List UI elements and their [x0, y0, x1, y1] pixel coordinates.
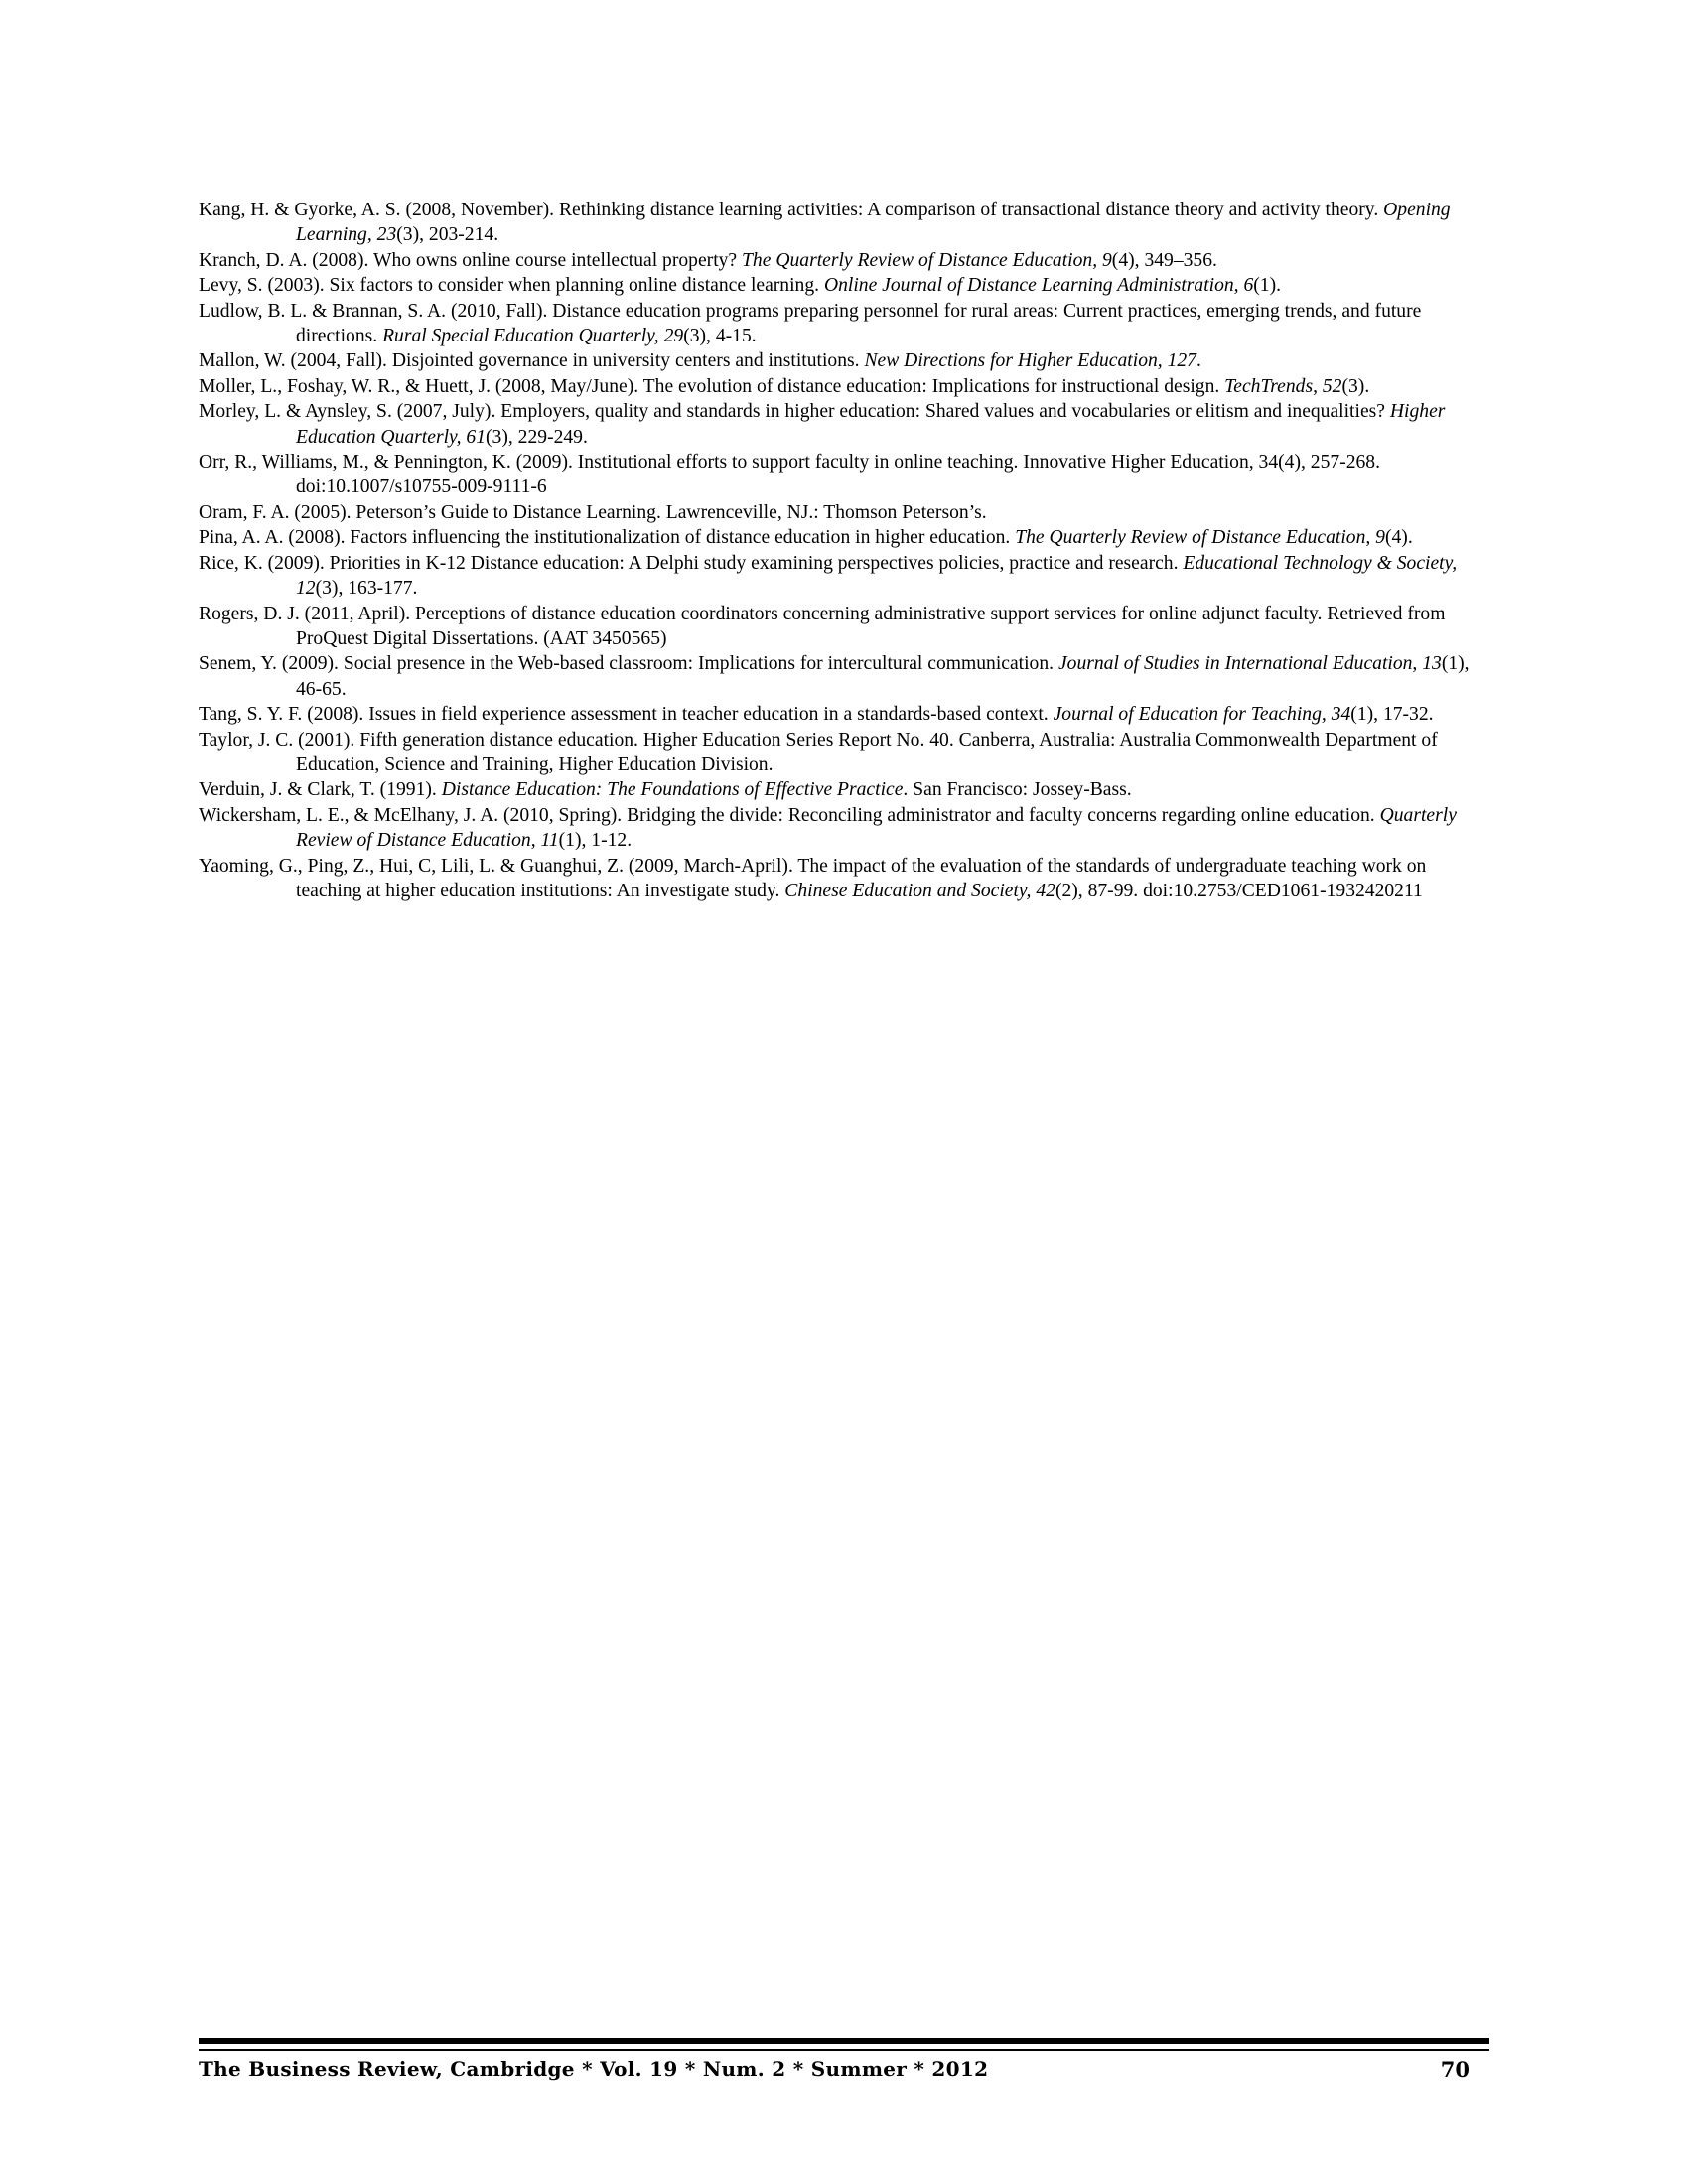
- reference-entry: [199, 777, 1489, 802]
- reference-entry: [199, 198, 1489, 248]
- reference-text: Wickersham, L. E., & McElhany, J. A. (2010, Spring). Bridging the divide: Reconciling administrator and faculty concerns regarding online education.: [199, 804, 1380, 826]
- reference-text: Senem, Y. (2009). Social presence in the Web-based classroom: Implications for intercultural communication.: [199, 653, 1058, 675]
- reference-text: Kang, H. & Gyorke, A. S. (2008, November). Rethinking distance learning activities: A comparison of transactional distance theory and activity theory.: [199, 200, 1384, 220]
- reference-text: (1).: [1253, 275, 1282, 297]
- reference-italic-text: Educational Technology & Society, 12: [296, 552, 1458, 600]
- reference-text: Moller, L., Foshay, W. R., & Huett, J. (2008, May/June). The evolution of distance education: Implications for instructional design.: [199, 375, 1225, 397]
- reference-text: Rogers, D. J. (2011, April). Perceptions of distance education coordinators concerning administrative support services for online adjunct faculty. Retrieved from ProQuest Digital Dissertations. (AAT 3450565): [199, 603, 1446, 649]
- reference-italic-text: Journal of Studies in International Education, 13: [1057, 653, 1442, 675]
- reference-text: (3), 163-177.: [315, 578, 418, 600]
- reference-text: Orr, R., Williams, M., & Pennington, K. (2009). Institutional efforts to support faculty in online teaching. Innovative Higher Education, 34(4), 257-268. doi:10.1007/s10755-009-9111-6: [199, 452, 1381, 498]
- reference-text: Oram, F. A. (2005). Peterson’s Guide to Distance Learning. Lawrenceville, NJ.: Thomson Peterson’s.: [199, 501, 987, 523]
- reference-text: (3), 4-15.: [683, 326, 757, 347]
- reference-italic-text: Opening Learning, 23: [296, 200, 1451, 246]
- reference-text: Kranch, D. A. (2008). Who owns online course intellectual property?: [199, 249, 743, 271]
- reference-text: .: [1196, 350, 1201, 372]
- reference-text: (3), 203-214.: [396, 224, 499, 246]
- reference-text: . San Francisco: Jossey-Bass.: [903, 779, 1132, 801]
- reference-entry: [199, 348, 1489, 373]
- reference-italic-text: The Quarterly Review of Distance Education, 9: [742, 249, 1112, 271]
- reference-text: (1), 1-12.: [558, 830, 633, 852]
- reference-entry: [199, 551, 1489, 602]
- reference-italic-text: TechTrends, 52: [1224, 375, 1342, 397]
- reference-text: (1), 46-65.: [296, 653, 1470, 700]
- reference-italic-text: Distance Education: The Foundations of Effective Practice: [441, 779, 904, 801]
- reference-italic-text: Higher Education Quarterly, 61: [296, 401, 1446, 448]
- footer-journal-info: The Business Review, Cambridge * Vol. 19 * Num. 2 * Summer * 2012: [199, 2057, 989, 2081]
- reference-entry: [199, 803, 1489, 854]
- reference-entry: [199, 273, 1489, 298]
- reference-text: (2), 87-99. doi:10.2753/CED1061-1932420211: [1055, 880, 1423, 901]
- reference-text: (4), 349–356.: [1111, 249, 1217, 271]
- reference-entry: [199, 248, 1489, 273]
- reference-text: Yaoming, G., Ping, Z., Hui, C, Lili, L. & Guanghui, Z. (2009, March-April). The impact of the evaluation of the standards of undergraduate teaching work on teaching at higher education institutions: An investigate study.: [199, 855, 1427, 901]
- reference-text: Taylor, J. C. (2001). Fifth generation distance education. Higher Education Series Report No. 40. Canberra, Australia: Australia Commonwealth Department of Education, Science and Training, Higher Education Division.: [199, 729, 1438, 775]
- reference-text: Ludlow, B. L. & Brannan, S. A. (2010, Fall). Distance education programs preparing personnel for rural areas: Current practices, emerging trends, and future directions.: [199, 300, 1422, 347]
- reference-entry: [199, 525, 1489, 550]
- reference-text: Verduin, J. & Clark, T. (1991).: [199, 779, 442, 801]
- reference-entry: [199, 299, 1489, 349]
- reference-text: (1), 17-32.: [1350, 704, 1434, 726]
- reference-list: [199, 198, 1489, 903]
- reference-italic-text: The Quarterly Review of Distance Education, 9: [1015, 527, 1385, 549]
- reference-text: Pina, A. A. (2008). Factors influencing the institutionalization of distance education in higher education.: [199, 527, 1016, 549]
- reference-entry: [199, 450, 1489, 500]
- reference-italic-text: Rural Special Education Quarterly, 29: [382, 326, 684, 347]
- reference-text: Rice, K. (2009). Priorities in K-12 Distance education: A Delphi study examining perspectives policies, practice and research.: [199, 552, 1184, 574]
- page-number: 70: [1440, 2057, 1470, 2082]
- reference-text: (3).: [1341, 375, 1370, 397]
- reference-text: (4).: [1384, 527, 1413, 549]
- footer-rule-thin: [199, 2049, 1489, 2051]
- reference-text: Morley, L. & Aynsley, S. (2007, July). Employers, quality and standards in higher education: Shared values and vocabularies or elitism and inequalities?: [199, 401, 1390, 423]
- reference-italic-text: Chinese Education and Society, 42: [784, 880, 1055, 901]
- reference-italic-text: Online Journal of Distance Learning Administration, 6: [823, 275, 1254, 297]
- footer-rule-thick: [199, 2038, 1489, 2044]
- reference-italic-text: New Directions for Higher Education, 127: [864, 350, 1196, 372]
- reference-text: (3), 229-249.: [486, 426, 588, 448]
- reference-entry: [199, 399, 1489, 450]
- reference-italic-text: Quarterly Review of Distance Education, 11: [296, 804, 1457, 852]
- reference-entry: [199, 728, 1489, 778]
- reference-entry: [199, 374, 1489, 399]
- reference-entry: [199, 602, 1489, 652]
- reference-entry: [199, 500, 1489, 525]
- reference-entry: [199, 651, 1489, 702]
- reference-text: Tang, S. Y. F. (2008). Issues in field experience assessment in teacher education in a standards-based context.: [199, 704, 1054, 726]
- reference-entry: [199, 854, 1489, 904]
- reference-text: Levy, S. (2003). Six factors to consider when planning online distance learning.: [199, 275, 824, 297]
- reference-italic-text: Journal of Education for Teaching, 34: [1053, 704, 1351, 726]
- reference-entry: [199, 702, 1489, 727]
- reference-text: Mallon, W. (2004, Fall). Disjointed governance in university centers and institutions.: [199, 350, 865, 372]
